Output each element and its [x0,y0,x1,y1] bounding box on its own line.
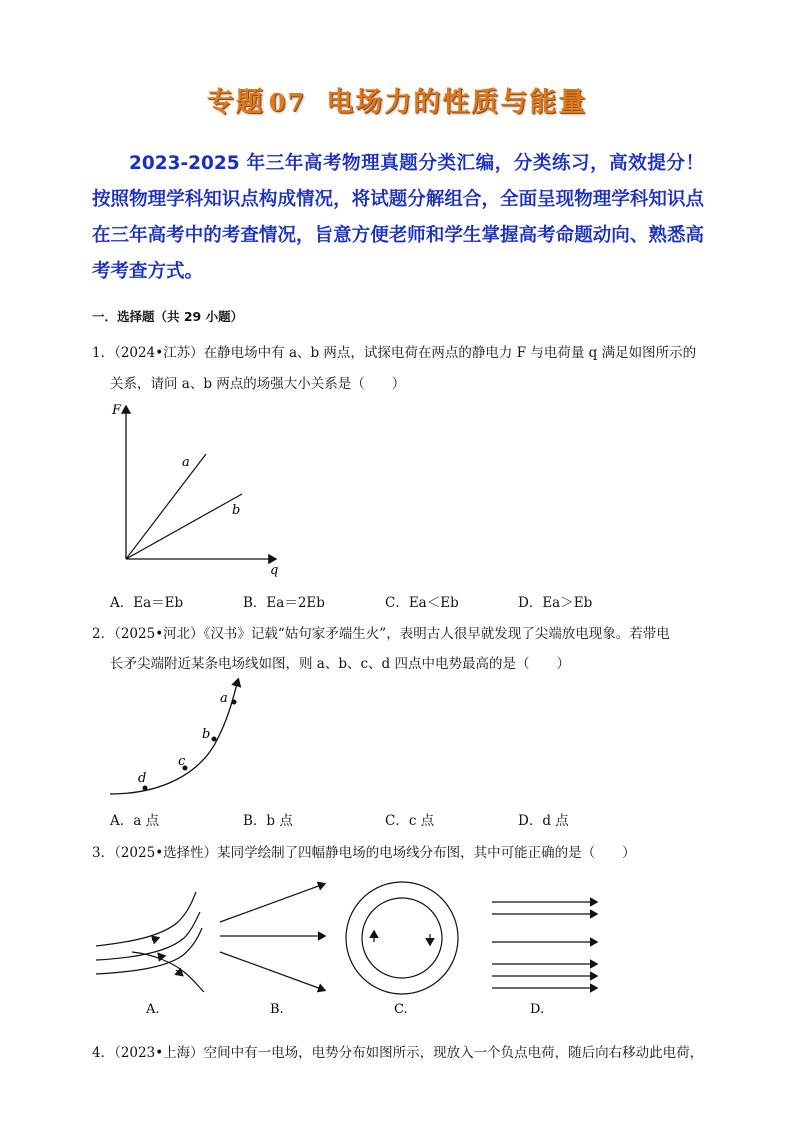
point-a-label: a [220,691,228,706]
option-d-diagram [492,902,596,988]
page-title [0,80,794,119]
question-1-line-2: 关系，请问 a、b 两点的场强大小关系是（ ） [110,376,406,392]
question-1-figure [108,398,288,578]
point-d-label: d [138,771,147,786]
question-1-option-c[interactable]: C．Ea＜Eb [385,595,459,611]
line-b [126,494,242,559]
point-c-label: c [178,754,186,769]
line-a [126,454,206,559]
point-d [143,786,148,791]
question-2-option-a[interactable]: A．a 点 [110,813,160,829]
figure-label-d: D. [530,1002,545,1017]
question-3-figure [92,872,612,1022]
question-2-option-d[interactable]: D．d 点 [518,813,569,829]
question-1-option-b[interactable]: B．Ea＝2Eb [243,595,325,611]
question-1-option-a[interactable]: A．Ea＝Eb [110,595,184,611]
x-axis-label: q [270,563,279,578]
line-b-label: b [232,503,241,518]
question-3-line-1: 3．（2025•选择性）某同学绘制了四幅静电场的电场线分布图，其中可能正确的是（ ） [92,845,636,861]
title-text: 电场力的性质与能量 [326,87,588,118]
question-2-line-2: 长矛尖端附近某条电场线如图，则 a、b、c、d 四点中电势最高的是（ ） [110,656,570,672]
section-heading: 一．选择题（共 29 小题） [92,309,244,324]
intro-paragraph: 2023-2025 年三年高考物理真题分类汇编，分类练习，高效提分！按照物理学科知识点构成情况，将试题分解组合，全面呈现物理学科知识点在三年高考中的考查情况，旨意方便老师和学生掌握高考命题动向、熟悉高考考查方式。 [92,153,704,282]
line-a-label: a [182,455,190,470]
question-1-line-1: 1．（2024•江苏）在静电场中有 a、b 两点，试探电荷在两点的静电力 F 与电荷量 q 满足如图所示的 [92,345,697,361]
title-number: 07 [268,88,307,117]
point-a [232,700,237,705]
point-b-label: b [202,727,211,742]
figure-label-c: C. [394,1002,408,1017]
question-2-figure [108,676,258,798]
option-c-diagram [346,882,458,994]
y-axis-label: F [112,403,122,418]
title-prefix: 专题 [206,87,265,118]
question-2-line-1: 2．（2025•河北）《汉书》记载“姑句家矛端生火”，表明古人很早就发现了尖端放电现象。若带电 [92,626,670,642]
option-b-diagram [220,884,324,990]
point-b [212,737,217,742]
question-2-option-b[interactable]: B．b 点 [243,813,293,829]
figure-label-a: A. [146,1002,160,1017]
question-4-line-1: 4．（2023•上海）空间中有一电场，电势分布如图所示，现放入一个负点电荷，随后向右移动此电荷， [92,1045,704,1061]
question-2-option-c[interactable]: C．c 点 [385,813,435,829]
option-a-diagram [96,892,204,992]
field-line [110,680,238,794]
figure-label-b: B. [270,1002,284,1017]
question-1-option-d[interactable]: D．Ea＞Eb [518,595,593,611]
